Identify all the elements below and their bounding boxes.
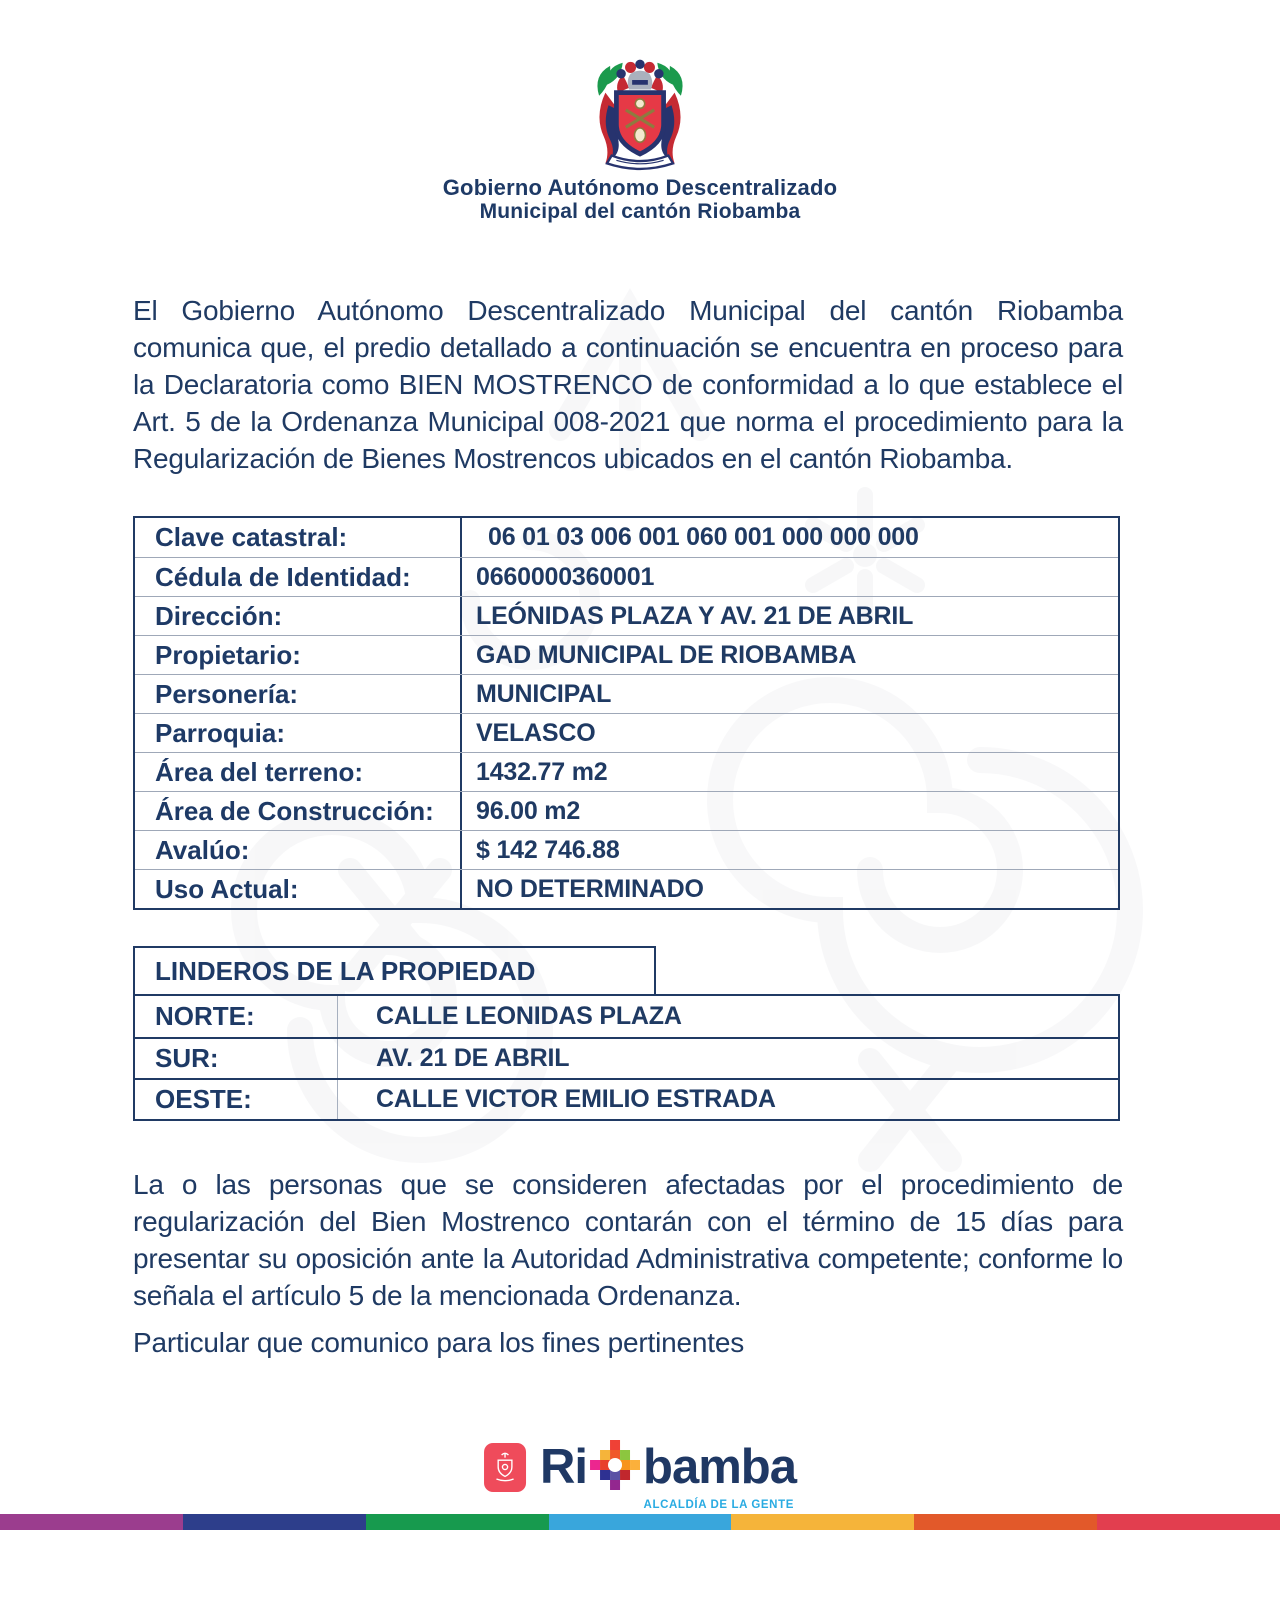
riobamba-coat-of-arms	[584, 58, 696, 176]
table-row	[135, 557, 1118, 596]
property-detail-table	[133, 516, 1120, 910]
row-label: Cédula de Identidad:	[135, 558, 462, 596]
row-label: Área del terreno:	[135, 753, 462, 791]
org-name-line2: Municipal del cantón Riobamba	[479, 200, 801, 223]
closing-line: Particular que comunico para los fines pertinentes	[133, 1327, 745, 1358]
row-value: 96.00 m2	[476, 796, 581, 825]
stripe-segment-green	[366, 1514, 549, 1530]
row-value: 0660000360001	[476, 562, 655, 591]
stripe-segment-purple	[0, 1514, 183, 1530]
row-label: Dirección:	[135, 597, 462, 635]
row-value: LEÓNIDAS PLAZA Y AV. 21 DE ABRIL	[476, 601, 914, 630]
table-row	[135, 713, 1118, 752]
helmet	[628, 71, 653, 90]
stripe-segment-red	[1097, 1514, 1280, 1530]
row-label: Área de Construcción:	[135, 792, 462, 830]
logo-crest-badge	[484, 1443, 526, 1492]
table-row	[135, 635, 1118, 674]
row-label: Clave catastral:	[135, 518, 462, 557]
table-row	[135, 869, 1118, 908]
logo-tagline: ALCALDÍA DE LA GENTE	[643, 1498, 794, 1511]
riobamba-logo	[484, 1438, 796, 1511]
row-value: CALLE VICTOR EMILIO ESTRADA	[376, 1085, 776, 1113]
row-label: Propietario:	[135, 636, 462, 674]
stripe-segment-yellow	[731, 1514, 914, 1530]
intro-paragraph: El Gobierno Autónomo Descentralizado Municipal del cantón Riobamba comunica que, el predio detallado a continuación se encuentra en proceso para la Declaratoria como BIEN MOSTRENCO de conformidad a lo que establece el Art. 5 de la Ordenanza Municipal 008-2021 que norma el procedimiento para la Regularización de Bienes Mostrencos ubicados en el cantón Riobamba.	[133, 295, 1123, 474]
row-value: AV. 21 DE ABRIL	[376, 1044, 570, 1072]
row-label: Uso Actual:	[135, 870, 462, 908]
org-name-line1: Gobierno Autónomo Descentralizado	[442, 175, 838, 200]
table-row	[135, 752, 1118, 791]
row-value: $ 142 746.88	[476, 835, 620, 864]
chakana-cross-icon	[590, 1438, 640, 1492]
table-row	[135, 674, 1118, 713]
row-value: 06 01 03 006 001 060 001 000 000 000	[488, 523, 919, 551]
table-row	[135, 791, 1118, 830]
table-row	[135, 1078, 1118, 1119]
stripe-segment-lightblue	[549, 1514, 732, 1530]
table-row	[135, 596, 1118, 635]
notice-paragraph: La o las personas que se consideren afectadas por el procedimiento de regularización del Bien Mostrenco contarán con el término de 15 días para presentar su oposición ante la Autoridad Administrativa competente; conforme lo señala el artículo 5 de la mencionada Ordenanza.	[133, 1169, 1123, 1311]
table-row	[135, 1037, 1118, 1078]
row-value: GAD MUNICIPAL DE RIOBAMBA	[476, 640, 857, 669]
linderos-table	[133, 994, 1120, 1121]
row-value: CALLE LEONIDAS PLAZA	[376, 1002, 682, 1030]
stripe-segment-navy	[183, 1514, 366, 1530]
row-label: Avalúo:	[135, 831, 462, 869]
footer-color-stripe	[0, 1514, 1280, 1530]
logo-text-ri: Ri	[540, 1439, 588, 1494]
ribbon-banner	[607, 156, 673, 169]
row-value: 1432.77 m2	[476, 757, 608, 786]
row-value: NO DETERMINADO	[476, 874, 704, 903]
table-row	[135, 518, 1118, 557]
row-value: MUNICIPAL	[476, 679, 612, 708]
shield-orb	[635, 99, 644, 108]
mini-crest-icon	[487, 1446, 523, 1488]
row-label: Personería:	[135, 675, 462, 713]
row-label: OESTE:	[135, 1080, 338, 1119]
linderos-table-title: LINDEROS DE LA PROPIEDAD	[133, 946, 656, 994]
row-label: NORTE:	[135, 996, 338, 1037]
stripe-segment-orange	[914, 1514, 1097, 1530]
logo-wordmark	[540, 1438, 796, 1511]
row-label: Parroquia:	[135, 714, 462, 752]
organization-name	[0, 176, 1280, 223]
row-label: SUR:	[135, 1039, 338, 1078]
shield-oval	[634, 128, 645, 142]
table-row	[135, 830, 1118, 869]
logo-text-bamba: bamba	[643, 1439, 796, 1494]
row-value: VELASCO	[476, 718, 596, 747]
table-row	[135, 996, 1118, 1037]
